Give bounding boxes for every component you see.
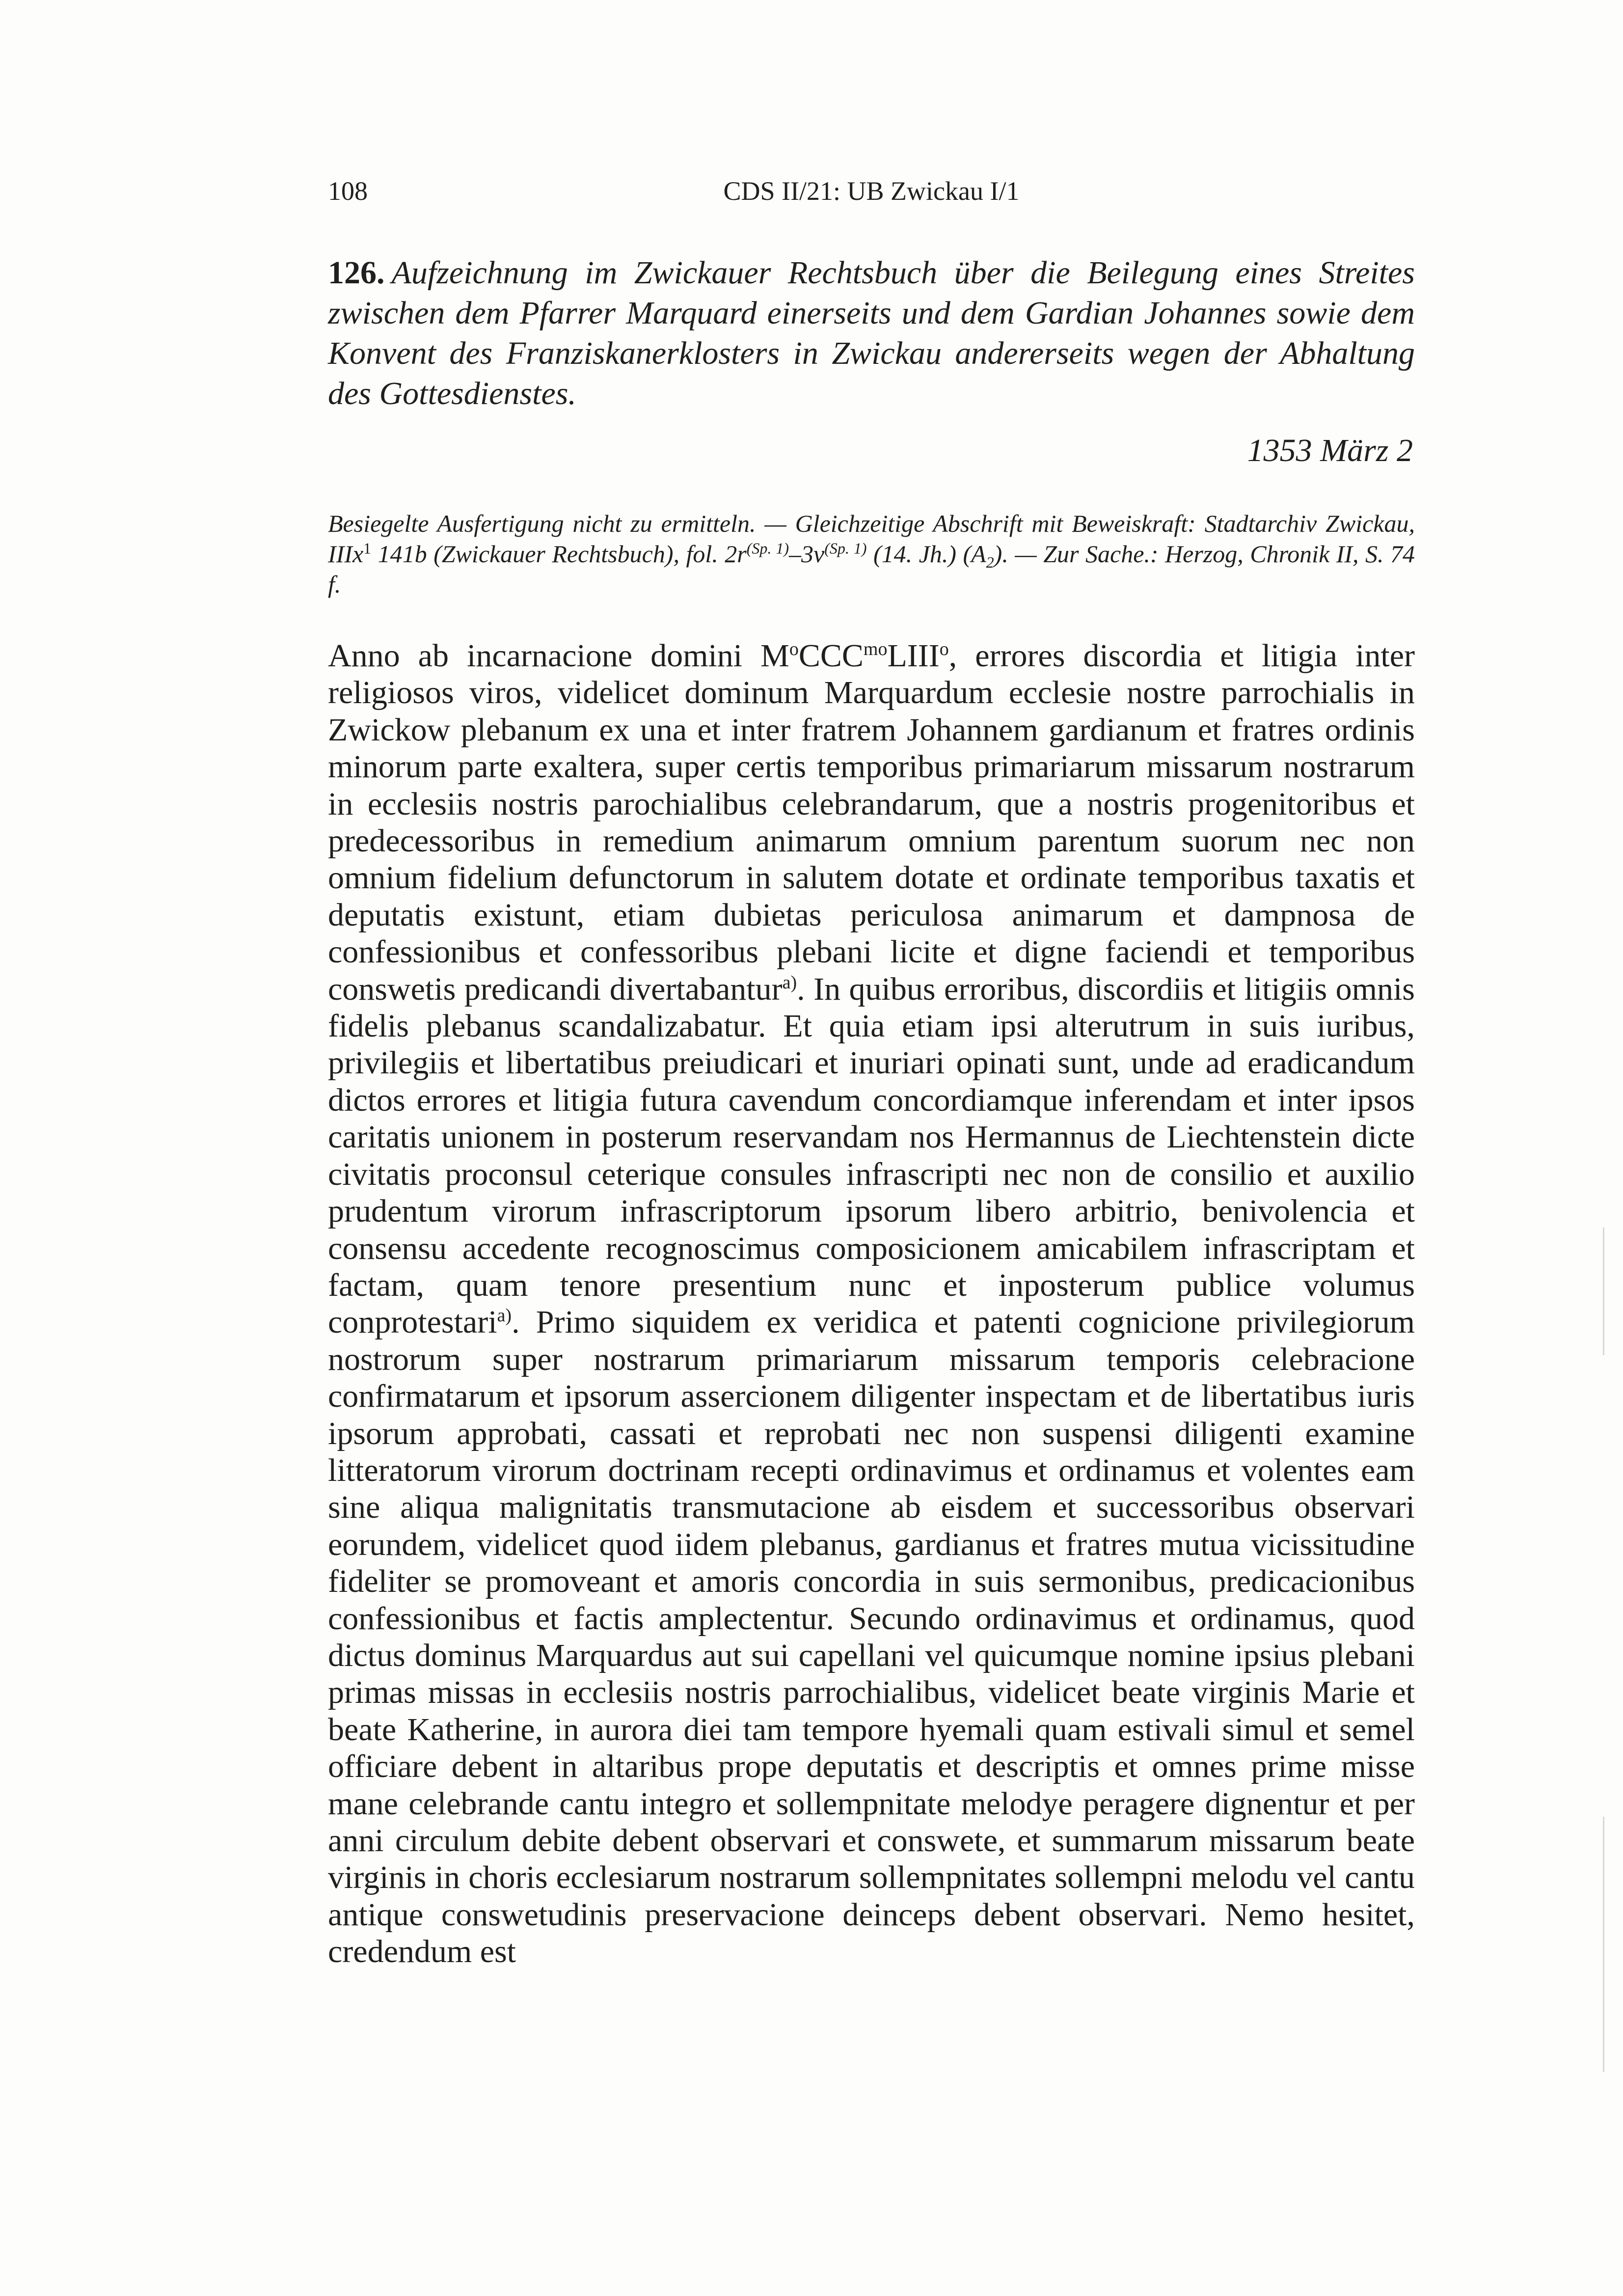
ordinal-superscript: mo bbox=[863, 639, 888, 659]
footnote-marker: a) bbox=[497, 1305, 512, 1326]
apparatus-text: 141b (Zwickauer Rechtsbuch), fol. 2r bbox=[371, 540, 747, 568]
apparatus-subscript: 2 bbox=[986, 553, 994, 571]
body-text-segment: . Primo siquidem ex veridica et patenti cognicione privilegiorum nostrorum super nostrarum primariarum missarum temporis celebracione confirmatarum et ipsorum assercionem diligenter inspectam et de libertatibus iuris ipsorum approbati, cassati et reprobati nec non suspensi diligenti examine litteratorum virorum doctrinam recepti ordinavimus et ordinamus et volentes eam sine aliqua malignitatis transmutacione ab eisdem et successoribus observari eorundem, videlicet quod iidem plebanus, gardianus et fratres mutua vicissitudine fideliter se promoveant et amoris concordia in suis sermonibus, predicacionibus confessionibus et factis amplectentur. Secundo ordinavimus et ordinamus, quod dictus dominus Marquardus aut sui capellani vel quicumque nomine ipsius plebani primas missas in ecclesiis nostris parrochialibus, videlicet beate virginis Marie et beate Katherine, in aurora diei tam tempore hyemali quam estivali simul et semel officiare debent in altaribus prope deputatis et descriptis et omnes prime misse mane celebrande cantu integro et sollempnitate melodye peragere dignentur et per anni circulum debite debent observari et conswete, et summarum missarum beate virginis in choris ecclesiarum nostrarum sollempnitates sollempni melodu vel cantu antique conswetudinis preservacione deinceps debent observari. Nemo hesitet, credendum est bbox=[328, 1304, 1415, 1970]
running-head: CDS II/21: UB Zwickau I/1 bbox=[723, 176, 1020, 206]
apparatus-text: (14. Jh.) (A bbox=[866, 540, 986, 568]
entry-title: Aufzeichnung im Zwickauer Rechtsbuch über die Beilegung eines Streites zwischen dem Pfarrer Marquard einerseits und dem Gardian Johannes sowie dem Konvent des Franziskanerklosters in Zwickau andererseits wegen der Abhaltung des Gottesdienstes. bbox=[328, 255, 1415, 411]
body-text-segment: CCC bbox=[798, 638, 864, 674]
entry-number: 126. bbox=[328, 255, 385, 291]
apparatus-superscript: 1 bbox=[363, 539, 372, 557]
ordinal-superscript: o bbox=[789, 639, 799, 659]
page-number: 108 bbox=[328, 176, 368, 206]
apparatus-text: Besiegelte Ausfertigung nicht zu ermitteln. — Gleichzeitige Abschrift mit Beweiskraft: Stadtarchiv Zwickau, IIIx bbox=[328, 510, 1415, 568]
scan-edge-mark bbox=[1603, 1817, 1604, 2072]
apparatus-text: ). — Zur Sache.: Herzog, Chronik II, S. 74 f. bbox=[328, 540, 1415, 598]
apparatus-text: –3v bbox=[789, 540, 825, 568]
body-text-segment: LIII bbox=[887, 638, 940, 674]
ordinal-superscript: o bbox=[939, 639, 949, 659]
apparatus-superscript: (Sp. 1) bbox=[746, 539, 789, 557]
body-text-segment: Anno ab incarnacione domini M bbox=[328, 638, 789, 674]
body-text-segment: . In quibus erroribus, discordiis et litigiis omnis fidelis plebanus scandalizabatur. Et quia etiam ipsi alterutrum in suis iuribus, privilegiis et libertatibus preiudicari et inuriari opinati sunt, unde ad eradicandum dictos errores et litigia futura cavendum concordiamque inferendam et inter ipsos caritatis unionem in posterum reservandam nos Hermannus de Liechtenstein dicte civitatis proconsul ceterique consules infrascripti nec non de consilio et auxilio prudentum virorum infrascriptorum ipsorum libero arbitrio, benivolencia et consensu accedente recognoscimus composicionem amicabilem infrascriptam et factam, quam tenore presentium nunc et inposterum publice volumus conprotestari bbox=[328, 971, 1415, 1340]
body-text-segment: , errores discordia et litigia inter religiosos viros, videlicet dominum Marquardum ecclesie nostre parrochialis in Zwickow plebanum ex una et inter fratrem Johannem gardianum et fratres ordinis minorum parte exaltera, super certis temporibus primariarum missarum nostrarum in ecclesiis nostris parochialibus celebrandarum, que a nostris progenitoribus et predecessoribus in remedium animarum omnium parentum suorum nec non omnium fidelium defunctorum in salutem dotate et ordinate temporibus taxatis et deputatis existunt, etiam dubietas periculosa animarum et dampnosa de confessionibus et confessoribus plebani licite et digne faciendi et temporibus conswetis predicandi divertabantur bbox=[328, 638, 1415, 1007]
source-apparatus bbox=[328, 508, 1415, 600]
latin-text bbox=[328, 637, 1415, 1970]
apparatus-superscript: (Sp. 1) bbox=[824, 539, 867, 557]
footnote-marker: a) bbox=[782, 972, 797, 993]
entry-date: 1353 März 2 bbox=[1247, 433, 1413, 468]
entry-heading bbox=[328, 253, 1415, 414]
scan-edge-mark bbox=[1603, 1228, 1604, 1355]
page-header bbox=[328, 176, 1415, 215]
